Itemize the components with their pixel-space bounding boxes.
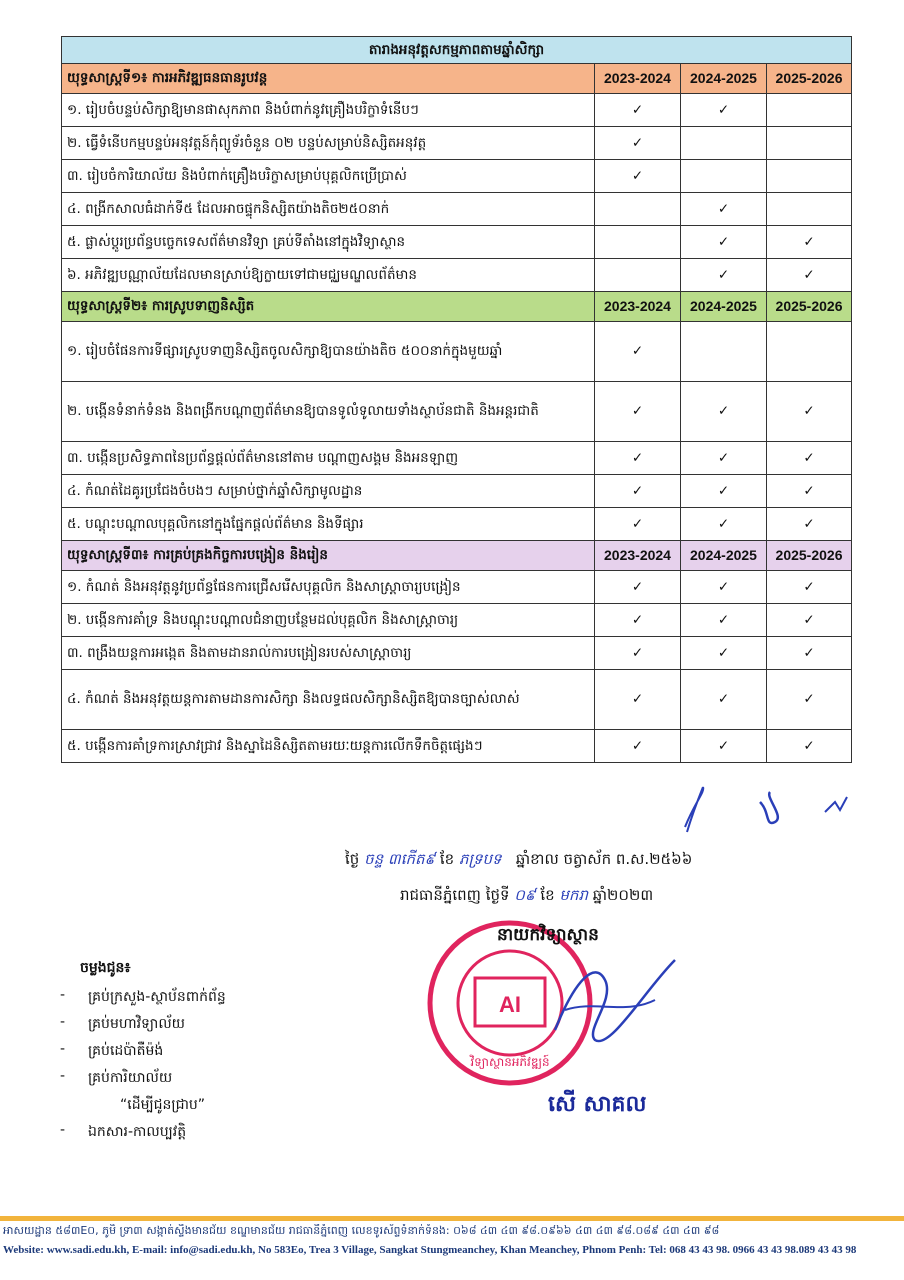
table-row bbox=[62, 604, 852, 637]
signer-name: សើ សាគល bbox=[548, 1092, 647, 1117]
check-cell: ✓ bbox=[767, 604, 852, 637]
table-row bbox=[62, 382, 852, 442]
copy-to-items bbox=[60, 987, 226, 1149]
check-cell: ✓ bbox=[767, 442, 852, 475]
check-cell: ✓ bbox=[595, 670, 681, 730]
section-heading: យុទ្ធសាស្ត្រទី២៖ ការស្រូបទាញនិស្សិត bbox=[62, 292, 595, 322]
solar-year: ឆ្នាំ២០២៣ bbox=[592, 886, 654, 904]
check-cell: ✓ bbox=[681, 442, 767, 475]
table-row bbox=[62, 637, 852, 670]
footer-address-english: Website: www.sadi.edu.kh, E-mail: info@sadi.edu.kh, No 583Eo, Trea 3 Village, Sangkat Stungmeanchey, Khan Meanchey, Phnom Penh: Tel: 068 43 43 98. 0966 43 43 98.089 43 43 98 bbox=[3, 1244, 857, 1256]
month-label: ខែ bbox=[540, 886, 555, 904]
check-cell: ✓ bbox=[681, 475, 767, 508]
handwritten-initials bbox=[675, 782, 855, 842]
copy-to-note: “ដើម្បីជូនជ្រាប” bbox=[120, 1097, 206, 1113]
year-header: 2025-2026 bbox=[767, 541, 852, 571]
table-row bbox=[62, 127, 852, 160]
check-cell: ✓ bbox=[681, 382, 767, 442]
check-cell bbox=[595, 226, 681, 259]
table-row bbox=[62, 670, 852, 730]
table-title-row bbox=[62, 37, 852, 64]
activity-text: ៤. កំណត់ និងអនុវត្តយន្តការតាមដានការសិក្សា និងលទ្ធផលសិក្សានិស្សិតឱ្យបានច្បាស់លាស់ bbox=[62, 670, 595, 730]
check-cell: ✓ bbox=[595, 604, 681, 637]
table-row bbox=[62, 475, 852, 508]
check-cell bbox=[681, 127, 767, 160]
table-row bbox=[62, 442, 852, 475]
check-cell: ✓ bbox=[681, 508, 767, 541]
year-header: 2023-2024 bbox=[595, 292, 681, 322]
check-cell: ✓ bbox=[595, 127, 681, 160]
activity-plan-table bbox=[61, 36, 852, 763]
year-header: 2023-2024 bbox=[595, 541, 681, 571]
check-cell: ✓ bbox=[681, 637, 767, 670]
lunar-day: ចន្ទ ៣កើត៩ bbox=[364, 850, 436, 868]
activity-text: ៥. ផ្លាស់ប្តូរប្រព័ន្ធបច្ចេកទេសព័ត៌មានវិទ្យា គ្រប់ទីតាំងនៅក្នុងវិទ្យាស្ថាន bbox=[62, 226, 595, 259]
seal-center-text: AI bbox=[499, 992, 521, 1017]
table-row bbox=[62, 508, 852, 541]
list-item: - គ្រប់ដេប៉ាតឺម៉ង់ bbox=[60, 1041, 226, 1068]
section-header-row bbox=[62, 541, 852, 571]
table-body bbox=[62, 37, 852, 763]
year-header: 2024-2025 bbox=[681, 541, 767, 571]
copy-to-list bbox=[60, 958, 226, 1149]
list-item: - គ្រប់មហាវិទ្យាល័យ bbox=[60, 1014, 226, 1041]
city-prefix: រាជធានីភ្នំពេញ ថ្ងៃទី bbox=[400, 886, 510, 904]
check-cell: ✓ bbox=[767, 571, 852, 604]
year-header: 2025-2026 bbox=[767, 292, 852, 322]
activity-text: ៤. កំណត់ដៃគូរប្រជែងចំបងៗ សម្រាប់ថ្នាក់ឆ្នាំសិក្សាមូលដ្ឋាន bbox=[62, 475, 595, 508]
check-cell: ✓ bbox=[681, 193, 767, 226]
table-row bbox=[62, 94, 852, 127]
check-cell: ✓ bbox=[767, 670, 852, 730]
activity-text: ៥. បង្កើនការគាំទ្រការស្រាវជ្រាវ និងស្នាដៃនិស្សិតតាមរយៈយន្តការលើកទឹកចិត្តផ្សេងៗ bbox=[62, 730, 595, 763]
check-cell bbox=[681, 160, 767, 193]
activity-text: ៣. ពង្រឹងយន្តការអង្កេត និងតាមដានរាល់ការបង្រៀនរបស់សាស្ត្រាចារ្យ bbox=[62, 637, 595, 670]
check-cell: ✓ bbox=[595, 730, 681, 763]
check-cell: ✓ bbox=[595, 160, 681, 193]
solar-month: មករា bbox=[559, 886, 588, 904]
section-header-row bbox=[62, 64, 852, 94]
table-row bbox=[62, 226, 852, 259]
solar-day: ០៩ bbox=[514, 886, 536, 904]
activity-text: ២. បង្កើនការគាំទ្រ និងបណ្តុះបណ្តាលជំនាញបន្ថែមដល់បុគ្គលិក និងសាស្ត្រាចារ្យ bbox=[62, 604, 595, 637]
check-cell bbox=[595, 259, 681, 292]
check-cell: ✓ bbox=[595, 442, 681, 475]
check-cell: ✓ bbox=[681, 226, 767, 259]
section-header-row bbox=[62, 292, 852, 322]
list-item: - ឯកសារ-កាលប្បវត្តិ bbox=[60, 1122, 226, 1149]
check-cell bbox=[767, 127, 852, 160]
lunar-date-line bbox=[345, 850, 692, 872]
activity-text: ១. រៀបចំបន្ទប់សិក្សាឱ្យមានផាសុកភាព និងបំពាក់នូវគ្រឿងបរិក្ខាទំនើបៗ bbox=[62, 94, 595, 127]
check-cell: ✓ bbox=[595, 475, 681, 508]
check-cell bbox=[767, 160, 852, 193]
section-heading: យុទ្ធសាស្ត្រទី៣៖ ការគ្រប់គ្រងកិច្ចការបង្រៀន និងរៀន bbox=[62, 541, 595, 571]
year-header: 2025-2026 bbox=[767, 64, 852, 94]
check-cell: ✓ bbox=[767, 508, 852, 541]
check-cell bbox=[595, 193, 681, 226]
check-cell: ✓ bbox=[767, 382, 852, 442]
activity-text: ១. កំណត់ និងអនុវត្តនូវប្រព័ន្ធផែនការជ្រើសរើសបុគ្គលិក និងសាស្ត្រាចារ្យបង្រៀន bbox=[62, 571, 595, 604]
activity-text: ៤. ពង្រីកសាលធំដាក់ទី៥ ដែលអាចផ្ទុកនិស្សិតយ៉ាងតិច២៥០នាក់ bbox=[62, 193, 595, 226]
check-cell: ✓ bbox=[595, 322, 681, 382]
seal-ring-text: វិទ្យាស្ថានអភិវឌ្ឍន៍ bbox=[470, 1055, 550, 1069]
section-heading: យុទ្ធសាស្ត្រទី១៖ ការអភិវឌ្ឍធនធានរូបវន្ត bbox=[62, 64, 595, 94]
check-cell: ✓ bbox=[595, 382, 681, 442]
check-cell: ✓ bbox=[595, 637, 681, 670]
lunar-prefix: ថ្ងៃ bbox=[345, 850, 360, 868]
check-cell: ✓ bbox=[595, 571, 681, 604]
copy-to-title: ចម្លងជូន៖ bbox=[80, 960, 131, 976]
table-title: តារាងអនុវត្តសកម្មភាពតាមឆ្នាំសិក្សា bbox=[62, 37, 852, 64]
check-cell: ✓ bbox=[681, 670, 767, 730]
lunar-month-label: ខែ bbox=[439, 850, 455, 868]
director-title: នាយកវិទ្យាស្ថាន bbox=[497, 925, 599, 945]
check-cell: ✓ bbox=[767, 259, 852, 292]
check-cell bbox=[767, 94, 852, 127]
footer-address-khmer: អាសយដ្ឋាន ៥៨៣E០, ភូមិ ទ្រា៣ សង្កាត់ស្ទឹងមានជ័យ ខណ្ឌមានជ័យ រាជធានីភ្នំពេញ លេខទូរស័ព្ទទំនាក់ទំនង: ០៦៨ ៤៣ ៤៣ ៩៨.០៩៦៦ ៤៣ ៤៣ ៩៨.០៨៩ ៤៣ ៤៣ ៩៨ bbox=[3, 1224, 720, 1237]
check-cell: ✓ bbox=[767, 637, 852, 670]
lunar-month: ភទ្របទ bbox=[459, 850, 502, 868]
check-cell bbox=[681, 322, 767, 382]
activity-text: ៣. រៀបចំការិយាល័យ និងបំពាក់គ្រឿងបរិក្ខាសម្រាប់បុគ្គលិកប្រើប្រាស់ bbox=[62, 160, 595, 193]
check-cell: ✓ bbox=[767, 226, 852, 259]
activity-text: ៥. បណ្តុះបណ្តាលបុគ្គលិកនៅក្នុងផ្នែកផ្តល់ព័ត៌មាន និងទីផ្សារ bbox=[62, 508, 595, 541]
table-row bbox=[62, 730, 852, 763]
table-row bbox=[62, 571, 852, 604]
activity-text: ១. រៀបចំផែនការទីផ្សារស្រូបទាញនិស្សិតចូលសិក្សាឱ្យបានយ៉ាងតិច ៥០០នាក់ក្នុងមួយឆ្នាំ bbox=[62, 322, 595, 382]
year-header: 2024-2025 bbox=[681, 64, 767, 94]
check-cell: ✓ bbox=[681, 604, 767, 637]
footer bbox=[0, 1224, 904, 1264]
check-cell: ✓ bbox=[681, 730, 767, 763]
year-header: 2024-2025 bbox=[681, 292, 767, 322]
check-cell: ✓ bbox=[595, 508, 681, 541]
activity-text: ២. បង្កើនទំនាក់ទំនង និងពង្រីកបណ្តាញព័ត៌មានឱ្យបានទូលំទូលាយទាំងស្ថាប័នជាតិ និងអន្តរជាតិ bbox=[62, 382, 595, 442]
check-cell: ✓ bbox=[681, 94, 767, 127]
check-cell: ✓ bbox=[595, 94, 681, 127]
year-header: 2023-2024 bbox=[595, 64, 681, 94]
check-cell: ✓ bbox=[681, 571, 767, 604]
check-cell: ✓ bbox=[767, 730, 852, 763]
check-cell bbox=[767, 322, 852, 382]
solar-date-line bbox=[400, 886, 653, 908]
activity-text: ៣. បង្កើនប្រសិទ្ធភាពនៃប្រព័ន្ធផ្តល់ព័ត៌មាននៅតាម បណ្តាញសង្គម និងអនឡាញ bbox=[62, 442, 595, 475]
table-row bbox=[62, 193, 852, 226]
signature-scribble bbox=[535, 940, 695, 1060]
list-item: - គ្រប់ក្រសួង-ស្ថាប័នពាក់ព័ន្ធ bbox=[60, 987, 226, 1014]
check-cell bbox=[767, 193, 852, 226]
table-row bbox=[62, 160, 852, 193]
check-cell: ✓ bbox=[767, 475, 852, 508]
table-row bbox=[62, 259, 852, 292]
lunar-year: ឆ្នាំខាល ចត្វាស័ក ព.ស.២៥៦៦ bbox=[515, 850, 693, 868]
check-cell: ✓ bbox=[681, 259, 767, 292]
activity-text: ២. ធ្វើទំនើបកម្មបន្ទប់អនុវត្តន៍កុំព្យូទ័រចំនួន ០២ បន្ទប់សម្រាប់និស្សិតអនុវត្ត bbox=[62, 127, 595, 160]
list-item: - គ្រប់ការិយាល័យ bbox=[60, 1068, 226, 1095]
activity-text: ៦. អភិវឌ្ឍបណ្ណាល័យដែលមានស្រាប់ឱ្យក្លាយទៅជាមជ្ឈមណ្ឌលព័ត៌មាន bbox=[62, 259, 595, 292]
table-row bbox=[62, 322, 852, 382]
footer-divider bbox=[0, 1216, 904, 1221]
